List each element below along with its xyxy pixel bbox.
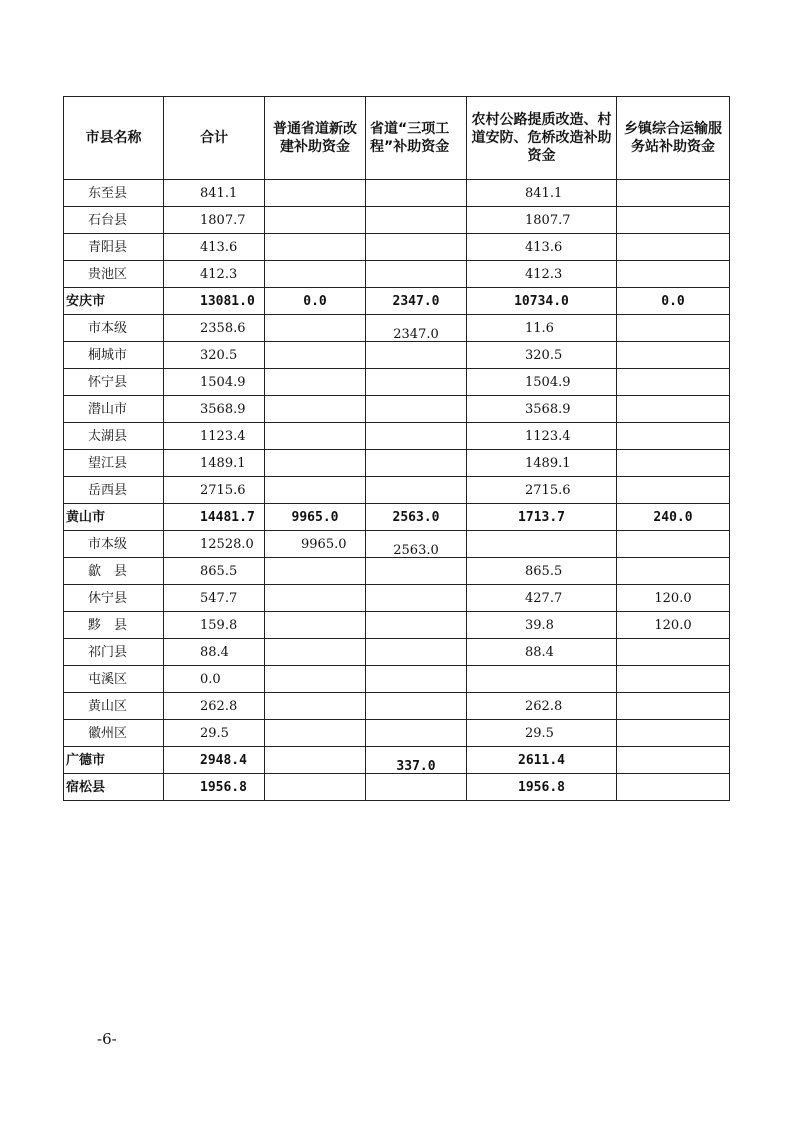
name-cell-text: 安庆市 (66, 293, 106, 309)
three-projects-cell-text: 2347.0 (393, 326, 439, 342)
total-cell (164, 369, 265, 396)
total-cell-text: 1807.7 (200, 212, 246, 228)
table-row (64, 720, 730, 747)
three-projects-cell (366, 342, 467, 369)
rural-road-cell (467, 531, 617, 558)
name-cell-text: 望江县 (88, 455, 128, 471)
col-header-name: 市县名称 (64, 97, 164, 180)
rural-road-cell (467, 747, 617, 774)
rural-road-cell-text: 427.7 (525, 590, 563, 606)
three-projects-cell-text: 2563.0 (392, 509, 440, 525)
total-cell (164, 207, 265, 234)
name-cell (64, 504, 164, 531)
transport-station-cell (617, 585, 730, 612)
provincial-road-cell (265, 369, 366, 396)
transport-station-cell-text: 120.0 (654, 617, 692, 633)
page-number: -6- (97, 1030, 117, 1048)
name-cell-text: 徽州区 (88, 725, 128, 741)
table-row (64, 450, 730, 477)
name-cell-text: 祁门县 (88, 644, 128, 660)
rural-road-cell-text: 262.8 (525, 698, 563, 714)
transport-station-cell (617, 261, 730, 288)
transport-station-cell (617, 288, 730, 315)
transport-station-cell-text: 240.0 (653, 509, 693, 525)
transport-station-cell (617, 477, 730, 504)
total-cell (164, 315, 265, 342)
name-cell (64, 234, 164, 261)
provincial-road-cell (265, 342, 366, 369)
transport-station-cell (617, 315, 730, 342)
three-projects-cell-text: 337.0 (396, 758, 436, 774)
total-cell (164, 423, 265, 450)
provincial-road-cell (265, 531, 366, 558)
transport-station-cell (617, 423, 730, 450)
table-row (64, 693, 730, 720)
rural-road-cell (467, 666, 617, 693)
name-cell-text: 东至县 (88, 185, 128, 201)
three-projects-cell (366, 207, 467, 234)
rural-road-cell-text: 413.6 (525, 239, 563, 255)
provincial-road-cell-text: 9965.0 (301, 536, 347, 552)
total-cell (164, 180, 265, 207)
transport-station-cell (617, 450, 730, 477)
total-cell-text: 413.6 (200, 239, 238, 255)
total-cell-text: 29.5 (200, 725, 229, 741)
provincial-road-cell (265, 720, 366, 747)
table-row (64, 558, 730, 585)
rural-road-cell (467, 558, 617, 585)
three-projects-cell (366, 288, 467, 315)
total-cell (164, 396, 265, 423)
transport-station-cell (617, 774, 730, 801)
name-cell (64, 666, 164, 693)
name-cell (64, 558, 164, 585)
name-cell (64, 720, 164, 747)
table-row (64, 315, 730, 342)
transport-station-cell (617, 720, 730, 747)
transport-station-cell-text: 120.0 (654, 590, 692, 606)
total-cell (164, 585, 265, 612)
three-projects-cell (366, 747, 467, 774)
name-cell-text: 太湖县 (88, 428, 128, 444)
total-cell (164, 666, 265, 693)
rural-road-cell (467, 585, 617, 612)
table-row (64, 180, 730, 207)
transport-station-cell (617, 639, 730, 666)
three-projects-cell (366, 315, 467, 342)
name-cell (64, 342, 164, 369)
three-projects-cell (366, 261, 467, 288)
name-cell-text: 屯溪区 (88, 671, 128, 687)
col-header-three-projects: 省道“三项工程”补助资金 (366, 97, 467, 180)
transport-station-cell (617, 666, 730, 693)
name-cell-text: 黄山市 (66, 509, 106, 525)
table-row (64, 774, 730, 801)
total-cell (164, 504, 265, 531)
rural-road-cell-text: 1956.8 (518, 779, 565, 795)
total-cell-text: 14481.7 (200, 509, 255, 525)
table-row (64, 396, 730, 423)
table-row (64, 666, 730, 693)
rural-road-cell (467, 315, 617, 342)
name-cell-text: 宿松县 (66, 779, 106, 795)
table-row (64, 261, 730, 288)
total-cell (164, 342, 265, 369)
three-projects-cell (366, 585, 467, 612)
rural-road-cell (467, 369, 617, 396)
total-cell-text: 841.1 (200, 185, 238, 201)
three-projects-cell (366, 450, 467, 477)
name-cell (64, 369, 164, 396)
transport-station-cell-text: 0.0 (661, 293, 685, 309)
total-cell-text: 2715.6 (200, 482, 246, 498)
rural-road-cell (467, 261, 617, 288)
rural-road-cell-text: 412.3 (525, 266, 563, 282)
provincial-road-cell (265, 612, 366, 639)
name-cell (64, 315, 164, 342)
three-projects-cell (366, 639, 467, 666)
total-cell-text: 262.8 (200, 698, 238, 714)
provincial-road-cell (265, 315, 366, 342)
three-projects-cell (366, 666, 467, 693)
provincial-road-cell (265, 423, 366, 450)
rural-road-cell (467, 477, 617, 504)
transport-station-cell (617, 531, 730, 558)
table-row (64, 423, 730, 450)
rural-road-cell (467, 504, 617, 531)
three-projects-cell (366, 180, 467, 207)
total-cell (164, 693, 265, 720)
total-cell (164, 450, 265, 477)
name-cell-text: 黟 县 (88, 617, 128, 633)
three-projects-cell (366, 369, 467, 396)
total-cell-text: 1956.8 (200, 779, 247, 795)
table-row (64, 531, 730, 558)
provincial-road-cell (265, 747, 366, 774)
three-projects-cell (366, 396, 467, 423)
rural-road-cell-text: 1123.4 (525, 428, 571, 444)
three-projects-cell (366, 504, 467, 531)
name-cell (64, 747, 164, 774)
rural-road-cell-text: 39.8 (525, 617, 554, 633)
total-cell (164, 639, 265, 666)
three-projects-cell (366, 477, 467, 504)
rural-road-cell-text: 2611.4 (518, 752, 565, 768)
name-cell-text: 市本级 (88, 536, 128, 552)
provincial-road-cell (265, 207, 366, 234)
rural-road-cell (467, 234, 617, 261)
rural-road-cell-text: 10734.0 (514, 293, 569, 309)
total-cell (164, 477, 265, 504)
rural-road-cell-text: 88.4 (525, 644, 554, 660)
col-header-provincial-road: 普通省道新改建补助资金 (265, 97, 366, 180)
rural-road-cell-text: 841.1 (525, 185, 563, 201)
provincial-road-cell (265, 234, 366, 261)
name-cell (64, 180, 164, 207)
three-projects-cell (366, 558, 467, 585)
rural-road-cell-text: 29.5 (525, 725, 554, 741)
col-header-total: 合计 (164, 97, 265, 180)
total-cell-text: 1123.4 (200, 428, 246, 444)
rural-road-cell-text: 11.6 (525, 320, 554, 336)
table-row (64, 477, 730, 504)
transport-station-cell (617, 234, 730, 261)
name-cell (64, 261, 164, 288)
name-cell (64, 207, 164, 234)
name-cell-text: 潜山市 (88, 401, 128, 417)
name-cell (64, 423, 164, 450)
rural-road-cell-text: 2715.6 (525, 482, 571, 498)
transport-station-cell (617, 369, 730, 396)
col-header-rural-road: 农村公路提质改造、村道安防、危桥改造补助资金 (467, 97, 617, 180)
table-row (64, 504, 730, 531)
provincial-road-cell (265, 477, 366, 504)
rural-road-cell (467, 342, 617, 369)
name-cell (64, 288, 164, 315)
transport-station-cell (617, 207, 730, 234)
rural-road-cell (467, 207, 617, 234)
rural-road-cell-text: 865.5 (525, 563, 563, 579)
table-row (64, 612, 730, 639)
total-cell-text: 13081.0 (200, 293, 255, 309)
name-cell (64, 531, 164, 558)
provincial-road-cell (265, 180, 366, 207)
transport-station-cell (617, 693, 730, 720)
total-cell-text: 412.3 (200, 266, 238, 282)
total-cell-text: 2358.6 (200, 320, 246, 336)
rural-road-cell-text: 1489.1 (525, 455, 571, 471)
table-row (64, 234, 730, 261)
rural-road-cell (467, 180, 617, 207)
transport-station-cell (617, 180, 730, 207)
total-cell-text: 2948.4 (200, 752, 247, 768)
rural-road-cell-text: 1807.7 (525, 212, 571, 228)
name-cell (64, 639, 164, 666)
name-cell-text: 休宁县 (88, 590, 128, 606)
total-cell-text: 1489.1 (200, 455, 246, 471)
transport-station-cell (617, 504, 730, 531)
name-cell-text: 市本级 (88, 320, 128, 336)
subsidy-table (63, 96, 730, 801)
name-cell-text: 怀宁县 (88, 374, 128, 390)
rural-road-cell (467, 396, 617, 423)
total-cell-text: 0.0 (200, 671, 221, 687)
total-cell (164, 612, 265, 639)
rural-road-cell (467, 774, 617, 801)
three-projects-cell (366, 774, 467, 801)
rural-road-cell (467, 423, 617, 450)
three-projects-cell (366, 720, 467, 747)
rural-road-cell (467, 693, 617, 720)
rural-road-cell-text: 3568.9 (525, 401, 571, 417)
provincial-road-cell (265, 639, 366, 666)
name-cell-text: 青阳县 (88, 239, 128, 255)
rural-road-cell-text: 1504.9 (525, 374, 571, 390)
name-cell-text: 桐城市 (88, 347, 128, 363)
total-cell-text: 159.8 (200, 617, 238, 633)
header-row (64, 97, 730, 180)
three-projects-cell (366, 234, 467, 261)
transport-station-cell (617, 342, 730, 369)
rural-road-cell-text: 1713.7 (518, 509, 565, 525)
table-body (64, 180, 730, 801)
transport-station-cell (617, 396, 730, 423)
three-projects-cell (366, 612, 467, 639)
provincial-road-cell (265, 261, 366, 288)
name-cell-text: 歙 县 (88, 563, 128, 579)
total-cell-text: 12528.0 (200, 536, 254, 552)
name-cell-text: 石台县 (88, 212, 128, 228)
provincial-road-cell (265, 396, 366, 423)
provincial-road-cell-text: 0.0 (303, 293, 327, 309)
name-cell-text: 岳西县 (88, 482, 128, 498)
name-cell (64, 585, 164, 612)
total-cell (164, 288, 265, 315)
rural-road-cell (467, 450, 617, 477)
three-projects-cell-text: 2563.0 (393, 542, 439, 558)
total-cell (164, 261, 265, 288)
three-projects-cell (366, 693, 467, 720)
total-cell-text: 865.5 (200, 563, 238, 579)
name-cell (64, 396, 164, 423)
total-cell (164, 774, 265, 801)
provincial-road-cell (265, 693, 366, 720)
total-cell (164, 234, 265, 261)
name-cell (64, 450, 164, 477)
provincial-road-cell (265, 558, 366, 585)
name-cell-text: 广德市 (66, 752, 106, 768)
three-projects-cell (366, 423, 467, 450)
provincial-road-cell (265, 774, 366, 801)
total-cell-text: 320.5 (200, 347, 238, 363)
transport-station-cell (617, 558, 730, 585)
total-cell-text: 88.4 (200, 644, 229, 660)
transport-station-cell (617, 747, 730, 774)
table-row (64, 585, 730, 612)
rural-road-cell (467, 720, 617, 747)
rural-road-cell (467, 288, 617, 315)
total-cell (164, 531, 265, 558)
total-cell (164, 720, 265, 747)
total-cell (164, 747, 265, 774)
rural-road-cell-text: 320.5 (525, 347, 563, 363)
provincial-road-cell (265, 504, 366, 531)
rural-road-cell (467, 639, 617, 666)
table-row (64, 207, 730, 234)
total-cell-text: 1504.9 (200, 374, 246, 390)
rural-road-cell (467, 612, 617, 639)
provincial-road-cell (265, 288, 366, 315)
name-cell (64, 612, 164, 639)
name-cell (64, 693, 164, 720)
table-row (64, 639, 730, 666)
table-row (64, 747, 730, 774)
col-header-transport-station: 乡镇综合运输服务站补助资金 (617, 97, 730, 180)
three-projects-cell (366, 531, 467, 558)
name-cell (64, 774, 164, 801)
table-row (64, 342, 730, 369)
total-cell-text: 547.7 (200, 590, 238, 606)
transport-station-cell (617, 612, 730, 639)
provincial-road-cell (265, 450, 366, 477)
total-cell-text: 3568.9 (200, 401, 246, 417)
name-cell-text: 黄山区 (88, 698, 128, 714)
provincial-road-cell (265, 666, 366, 693)
three-projects-cell-text: 2347.0 (392, 293, 440, 309)
total-cell (164, 558, 265, 585)
provincial-road-cell-text: 9965.0 (291, 509, 339, 525)
table-row (64, 288, 730, 315)
table-row (64, 369, 730, 396)
name-cell-text: 贵池区 (88, 266, 128, 282)
provincial-road-cell (265, 585, 366, 612)
name-cell (64, 477, 164, 504)
